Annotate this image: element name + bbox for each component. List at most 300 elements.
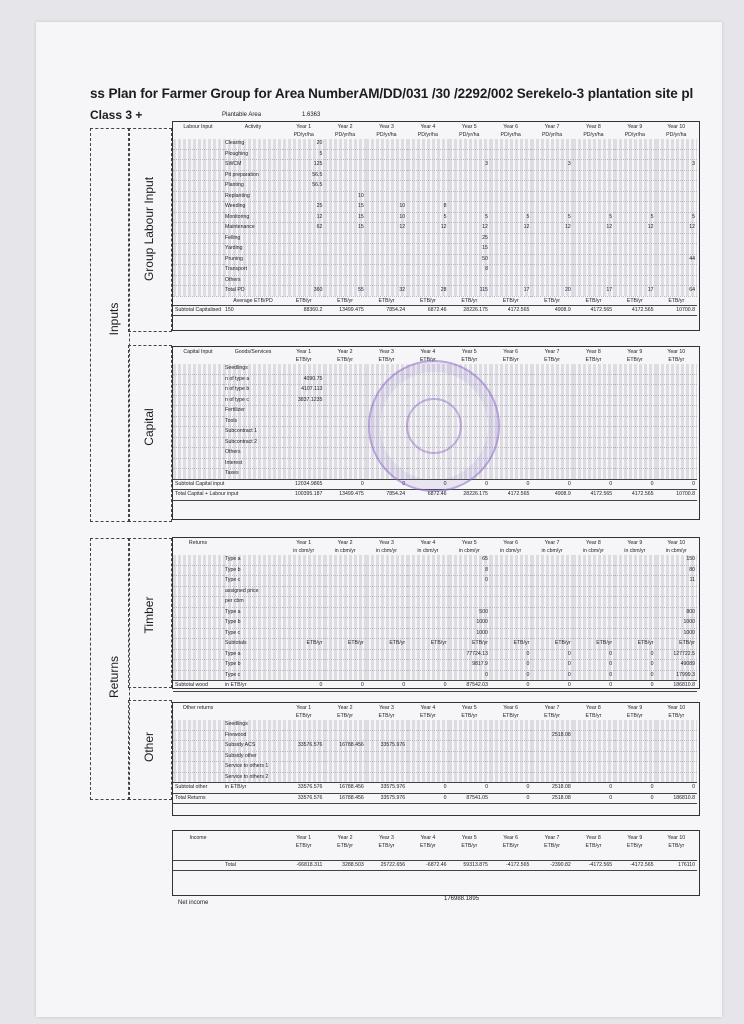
table-cell (223, 356, 283, 364)
value-cell (324, 649, 365, 660)
unit-row (173, 131, 697, 139)
value-cell: 5 (407, 212, 448, 223)
value-cell (324, 720, 365, 730)
value-cell (531, 202, 572, 213)
value-cell (324, 458, 365, 469)
value-cell (531, 751, 572, 762)
row-label: in ETB/yr (223, 783, 283, 794)
table-cell (173, 427, 223, 438)
value-cell: 56.5 (283, 170, 324, 181)
value-cell (531, 448, 572, 459)
value-cell (407, 730, 448, 741)
group-labour-label: Group Labour Input (142, 176, 156, 282)
value-cell (366, 254, 407, 265)
value-cell (366, 670, 407, 681)
year-header: Year 6 (503, 349, 519, 355)
value-cell (614, 181, 655, 192)
labour-table (173, 123, 697, 316)
header-row (173, 539, 697, 547)
value-cell (656, 191, 697, 202)
value-cell: 1000 (656, 618, 697, 629)
value-cell (573, 181, 614, 192)
value-cell: 17 (490, 286, 531, 297)
value-cell (324, 233, 365, 244)
value-cell (449, 202, 490, 213)
other-label: Other (142, 732, 156, 763)
value-cell: 33575.976 (366, 741, 407, 752)
value-cell: 12 (656, 223, 697, 234)
value-cell (366, 244, 407, 255)
value-cell (531, 244, 572, 255)
value-cell (324, 628, 365, 639)
value-cell (324, 437, 365, 448)
value-cell: 20 (283, 139, 324, 149)
table-cell (173, 265, 223, 276)
unit-header: ETB/yr (626, 843, 643, 849)
value-cell (573, 458, 614, 469)
unit-header: ETB/yr (585, 843, 602, 849)
value-cell (283, 720, 324, 730)
value-cell: 7854.24 (366, 490, 407, 501)
value-cell (614, 149, 655, 160)
value-cell: 12 (573, 223, 614, 234)
table-cell (173, 149, 223, 160)
value-cell (531, 720, 572, 730)
value-cell: 55 (324, 286, 365, 297)
value-cell (283, 555, 324, 565)
value-cell (449, 720, 490, 730)
value-cell: 5 (531, 212, 572, 223)
value-cell: 28226.175 (449, 305, 490, 316)
returns-label: Returns (107, 655, 121, 699)
value-cell (614, 730, 655, 741)
value-cell (656, 395, 697, 406)
value-cell (573, 374, 614, 385)
table-cell (173, 628, 223, 639)
value-cell (656, 364, 697, 374)
value-cell (324, 416, 365, 427)
value-cell (366, 275, 407, 286)
year-header: Year 9 (627, 540, 643, 546)
unit-header: ETB/yr (668, 843, 685, 849)
value-cell (656, 458, 697, 469)
header-row (173, 348, 697, 356)
value-cell (407, 751, 448, 762)
value-cell (614, 628, 655, 639)
table-row (173, 275, 697, 286)
value-cell: 1000 (449, 628, 490, 639)
value-cell: ETB/yr (656, 639, 697, 650)
table-row (173, 254, 697, 265)
value-cell (407, 265, 448, 276)
value-cell: 6872.46 (407, 490, 448, 501)
value-cell (573, 448, 614, 459)
year-header: Year 7 (544, 835, 560, 841)
table-cell (223, 547, 283, 555)
row-label: Fertilizer (223, 406, 283, 417)
table-cell (324, 850, 365, 860)
value-cell (283, 730, 324, 741)
value-cell: 0 (324, 681, 365, 692)
value-cell: 186810.8 (656, 681, 697, 692)
table-cell (173, 416, 223, 427)
value-cell (324, 275, 365, 286)
value-cell: 0 (407, 793, 448, 804)
value-cell (614, 720, 655, 730)
unit-header: ETB/yr (295, 297, 312, 304)
header-row (173, 834, 697, 842)
value-cell (656, 244, 697, 255)
unit-header: ETB/yr (544, 713, 560, 719)
table-cell (173, 286, 223, 297)
table-row (173, 555, 697, 565)
value-cell (614, 364, 655, 374)
table-cell (173, 131, 223, 139)
table-cell (173, 458, 223, 469)
value-cell (283, 618, 324, 629)
value-cell (449, 597, 490, 608)
value-cell (490, 576, 531, 587)
value-cell (324, 139, 365, 149)
value-cell: 0 (283, 681, 324, 692)
value-cell (614, 772, 655, 783)
value-cell (366, 586, 407, 597)
value-cell (656, 586, 697, 597)
value-cell: 0 (531, 660, 572, 671)
table-cell (173, 720, 223, 730)
row-label: Subsidy other (223, 751, 283, 762)
total-row (173, 793, 697, 804)
value-cell (490, 751, 531, 762)
row-label: Subtotal other (173, 783, 223, 794)
unit-header: ETB/yr (544, 357, 560, 363)
value-cell (573, 576, 614, 587)
value-cell (656, 469, 697, 480)
value-cell: 87542.03 (449, 681, 490, 692)
value-cell (614, 437, 655, 448)
table-cell (173, 555, 223, 565)
value-cell: 12 (283, 212, 324, 223)
value-cell (531, 191, 572, 202)
value-cell (283, 448, 324, 459)
value-cell: 7854.24 (366, 305, 407, 316)
value-cell: 186810.8 (656, 793, 697, 804)
table-row (173, 597, 697, 608)
value-cell (614, 427, 655, 438)
value-cell (573, 762, 614, 773)
value-cell: 49089 (656, 660, 697, 671)
year-header: Year 1 (296, 124, 312, 130)
year-header: Year 4 (420, 540, 436, 546)
value-cell (490, 469, 531, 480)
value-cell (614, 244, 655, 255)
value-cell (531, 772, 572, 783)
year-header: Year 9 (627, 705, 643, 711)
value-cell: 0 (407, 479, 448, 490)
value-cell: ETB/yr (366, 639, 407, 650)
value-cell (283, 458, 324, 469)
inputs-label: Inputs (107, 302, 121, 336)
table-cell (173, 202, 223, 213)
row-label: Planting (223, 181, 283, 192)
row-label: Interest (223, 458, 283, 469)
table-cell (173, 607, 223, 618)
row-label: Total (223, 860, 283, 871)
value-cell (449, 586, 490, 597)
table-cell (173, 395, 223, 406)
row-label: in ETB/yr (223, 681, 283, 692)
table-cell (173, 469, 223, 480)
value-cell: ETB/yr (407, 639, 448, 650)
value-cell (366, 618, 407, 629)
value-cell (324, 149, 365, 160)
unit-header: ETB/yr (502, 297, 519, 304)
value-cell: 28226.175 (449, 490, 490, 501)
table-cell (173, 586, 223, 597)
year-header: Year 4 (420, 705, 436, 711)
value-cell: 176110 (656, 860, 697, 871)
value-cell: 0 (324, 479, 365, 490)
row-label: 150 (223, 305, 283, 316)
value-cell (283, 649, 324, 660)
unit-header: in cbm/yr (624, 548, 646, 554)
value-cell: 3 (449, 160, 490, 171)
unit-header: PD/yr/ha (293, 132, 314, 138)
value-cell: 65 (449, 555, 490, 565)
value-cell (283, 406, 324, 417)
value-cell (283, 576, 324, 587)
row-label: Felling (223, 233, 283, 244)
year-header: Year 7 (544, 705, 560, 711)
unit-header: ETB/yr (378, 713, 395, 719)
value-cell (573, 618, 614, 629)
value-cell: 8 (407, 202, 448, 213)
value-cell: 2518.08 (531, 783, 572, 794)
value-cell (449, 139, 490, 149)
value-cell (324, 265, 365, 276)
value-cell (573, 364, 614, 374)
value-cell (614, 751, 655, 762)
value-cell (614, 469, 655, 480)
table-cell (223, 842, 283, 850)
table-cell (173, 649, 223, 660)
table-row (173, 772, 697, 783)
value-cell (366, 607, 407, 618)
value-cell (283, 660, 324, 671)
value-cell: 0 (490, 649, 531, 660)
value-cell (656, 170, 697, 181)
value-cell: ETB/yr (614, 639, 655, 650)
value-cell (573, 469, 614, 480)
table-row (173, 762, 697, 773)
row-label: Seedlings (223, 720, 283, 730)
value-cell: 0 (614, 649, 655, 660)
table-cell (173, 639, 223, 650)
value-cell (531, 416, 572, 427)
table-cell (173, 660, 223, 671)
value-cell (407, 149, 448, 160)
value-cell: 20 (531, 286, 572, 297)
year-header: Year 10 (667, 349, 686, 355)
year-header: Year 4 (420, 124, 436, 130)
value-cell (531, 469, 572, 480)
unit-header: in cbm/yr (293, 548, 315, 554)
year-header: Year 10 (667, 705, 686, 711)
year-header: Year 2 (337, 835, 353, 841)
year-header: Year 5 (461, 705, 477, 711)
value-cell (407, 720, 448, 730)
row-label: Total Capital + Labour input (173, 490, 223, 501)
value-cell (490, 139, 531, 149)
value-cell: 0 (366, 681, 407, 692)
table-row (173, 149, 697, 160)
value-cell: 0 (656, 783, 697, 794)
value-cell (656, 416, 697, 427)
table-row (173, 160, 697, 171)
value-cell (573, 202, 614, 213)
value-cell (490, 762, 531, 773)
table-row (173, 191, 697, 202)
value-cell (531, 385, 572, 396)
year-header: Year 1 (296, 349, 312, 355)
value-cell: 0 (573, 649, 614, 660)
value-cell (490, 730, 531, 741)
value-cell (283, 597, 324, 608)
value-cell (573, 751, 614, 762)
value-cell (531, 565, 572, 576)
net-income-label: Net income (178, 900, 209, 906)
value-cell (324, 660, 365, 671)
value-cell (573, 741, 614, 752)
value-cell (614, 741, 655, 752)
year-header: Year 10 (667, 835, 686, 841)
unit-header: ETB/yr (502, 713, 519, 719)
value-cell (407, 628, 448, 639)
value-cell (366, 233, 407, 244)
value-cell: 9817.9 (449, 660, 490, 671)
row-label: Transport (223, 265, 283, 276)
value-cell (283, 628, 324, 639)
value-cell: 25 (449, 233, 490, 244)
value-cell: 17999.3 (656, 670, 697, 681)
year-header: Year 5 (461, 349, 477, 355)
year-header: Year 3 (379, 705, 394, 711)
value-cell: 360 (283, 286, 324, 297)
value-cell (407, 555, 448, 565)
value-cell (366, 160, 407, 171)
row-label: Subtotal wood (173, 681, 223, 692)
value-cell: 0 (614, 681, 655, 692)
subtotal-row (173, 783, 697, 794)
value-cell: 16788.456 (324, 783, 365, 794)
value-cell (366, 660, 407, 671)
year-header: Year 5 (461, 540, 477, 546)
value-cell: 0 (531, 681, 572, 692)
value-cell (614, 233, 655, 244)
value-cell: 0 (573, 681, 614, 692)
table-cell (173, 356, 223, 364)
row-label: Type b (223, 660, 283, 671)
column-header: Activity (244, 124, 262, 130)
value-cell (656, 437, 697, 448)
value-cell (449, 275, 490, 286)
value-cell (531, 586, 572, 597)
year-header: Year 6 (503, 705, 519, 711)
value-cell (531, 374, 572, 385)
row-label: Type a (223, 555, 283, 565)
value-cell (366, 170, 407, 181)
value-cell (366, 149, 407, 160)
value-cell (490, 374, 531, 385)
value-cell (614, 385, 655, 396)
value-cell (366, 181, 407, 192)
table-row (173, 618, 697, 629)
value-cell: 59313.875 (449, 860, 490, 871)
table-cell (614, 850, 655, 860)
unit-header: ETB/yr (668, 357, 685, 363)
row-label: Type a (223, 607, 283, 618)
value-cell: 1000 (656, 628, 697, 639)
table-cell (173, 296, 223, 305)
value-cell (366, 265, 407, 276)
table-row (173, 741, 697, 752)
value-cell (656, 720, 697, 730)
value-cell: 15 (324, 212, 365, 223)
value-cell: 17 (614, 286, 655, 297)
value-cell (531, 555, 572, 565)
value-cell: 4172.565 (573, 305, 614, 316)
unit-header: in cbm/yr (665, 548, 687, 554)
value-cell (324, 762, 365, 773)
table-row (173, 170, 697, 181)
unit-header: ETB/yr (295, 713, 312, 719)
table-cell (173, 275, 223, 286)
value-cell (324, 364, 365, 374)
value-cell (614, 374, 655, 385)
value-cell (531, 597, 572, 608)
table-cell (656, 850, 697, 860)
table-row (173, 639, 697, 650)
table-cell (173, 741, 223, 752)
value-cell (366, 628, 407, 639)
unit-header: PD/yr/ha (417, 132, 438, 138)
value-cell (614, 139, 655, 149)
value-cell (614, 448, 655, 459)
year-header: Year 7 (544, 349, 560, 355)
value-cell (407, 576, 448, 587)
plantable-area-value: 1.6363 (302, 112, 321, 118)
value-cell (573, 720, 614, 730)
table-cell (173, 842, 223, 850)
value-cell (283, 275, 324, 286)
year-header: Year 3 (379, 835, 394, 841)
value-cell: 0 (573, 670, 614, 681)
value-cell (656, 233, 697, 244)
value-cell (656, 385, 697, 396)
table-cell (173, 576, 223, 587)
row-label: assigned price (223, 586, 283, 597)
value-cell (366, 139, 407, 149)
value-cell (283, 670, 324, 681)
value-cell (656, 149, 697, 160)
row-label: Subsidy ACS (223, 741, 283, 752)
year-header: Year 6 (503, 124, 519, 130)
unit-row (173, 842, 697, 850)
row-label: Average ETB/PD (233, 297, 273, 304)
year-header: Year 9 (627, 835, 643, 841)
row-label: per cbm (223, 597, 283, 608)
value-cell: 11 (656, 576, 697, 587)
